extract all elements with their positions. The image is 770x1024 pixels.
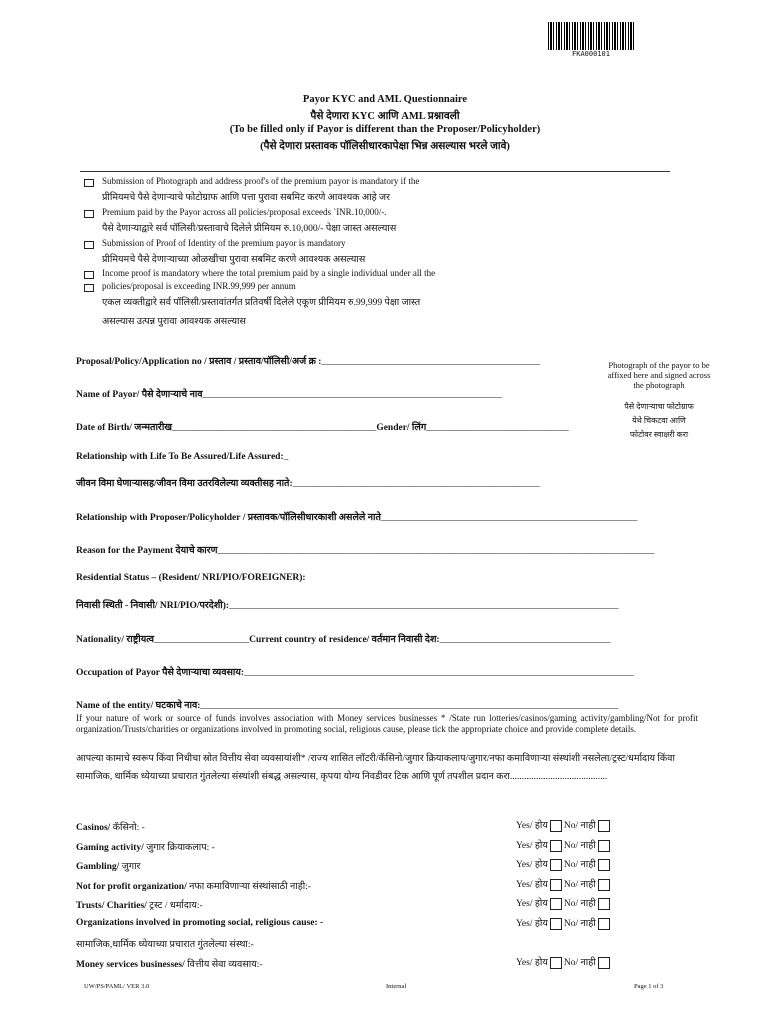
barcode [548,22,634,50]
question-social-religious: Organizations involved in promoting social, religious cause: - [76,918,324,928]
no-checkbox[interactable] [598,840,610,852]
question-not-for-profit: Not for profit organization/ नफा कमाविणाऱ्या संस्थांसाठी नाही:- [76,882,312,892]
no-checkbox[interactable] [598,879,610,891]
yes-checkbox[interactable] [550,820,562,832]
checklist-item-marathi: प्रीमियमचे पैसे देणाऱ्याच्या ओळखीचा पुरावा सबमिट करणे आवश्यक असल्यास [102,255,366,265]
no-checkbox[interactable] [598,957,610,969]
dob-field[interactable]: Date of Birth/ जन्मतारीख___________________________________________Gender/ लिंग______________________________ [76,423,569,433]
question-gambling: Gambling/ जुगार [76,862,141,872]
photo-instruction-marathi: पैसे देणाऱ्याचा फोटोग्राफ [624,402,694,411]
answer-social-religious: Yes/ होय No/ नाही [516,916,612,930]
checkbox[interactable] [84,284,94,292]
question-money-services: Money services businesses/ वित्तीय सेवा व्यवसाय:- [76,960,263,970]
answer-money-services: Yes/ होय No/ नाही [516,955,612,969]
country-field: Current country of residence/ वर्तमान निवासी देश: [249,635,440,645]
checkbox[interactable] [84,210,94,218]
relationship-la-field-marathi[interactable]: जीवन विमा घेणाऱ्यासह/जीवन विमा उतरविलेल्या व्यक्तीसह नाते:____________________________________________________ [76,479,540,489]
checklist-item-marathi: पैसे देणाऱ्याद्वारे सर्व पॉलिसी/प्रस्तावाचे दिलेले प्रीमियम रु.10,000/- पेक्षा जास्त असल्यास [102,224,397,234]
entity-name-field[interactable]: Name of the entity/ घटकाचे नाव:________________________________________________________________________________________ [76,701,619,711]
proposal-number-field[interactable]: Proposal/Policy/Application no / प्रस्ताव / प्रस्ताव/पॉलिसी/अर्ज क्र :______________________________________________ [76,357,540,367]
payment-reason-field[interactable]: Reason for the Payment देयाचे कारण____________________________________________________________________________________________ [76,546,655,556]
yes-checkbox[interactable] [550,898,562,910]
photograph-box[interactable] [604,360,714,478]
question-social-religious-marathi: सामाजिक,धार्मिक ध्येयाच्या प्रचारात गुंतलेल्या संस्था:- [76,940,254,950]
photo-instruction: Photograph of the payor to be affixed here and signed across the photograph [607,360,711,390]
question-gaming: Gaming activity/ जुगार क्रियाकलाप: - [76,843,215,853]
yes-checkbox[interactable] [550,859,562,871]
footer-classification: Internal [386,983,407,990]
no-checkbox[interactable] [598,898,610,910]
form-title: Payor KYC and AML Questionnaire [302,94,468,105]
checkbox[interactable] [84,241,94,249]
residential-status-label: Residential Status – (Resident/ NRI/PIO/FOREIGNER): [76,573,306,583]
form-title-marathi: पैसे देणारा KYC आणि AML प्रश्नावली [310,111,460,122]
form-subtitle-marathi: (पैसे देणारा प्रस्तावक पॉलिसीधारकापेक्षा भिन्न असल्यास भरले जावे) [260,141,510,152]
no-checkbox[interactable] [598,859,610,871]
answer-casinos: Yes/ होय No/ नाही [516,818,612,832]
relationship-la-field[interactable]: Relationship with Life To Be Assured/Life Assured:_ [76,452,289,462]
gender-field: Gender/ लिंग [376,423,427,433]
photo-instruction-marathi: येथे चिकटवा आणि [632,416,686,425]
yes-checkbox[interactable] [550,879,562,891]
question-casinos: Casinos/ कॅसिनो: - [76,823,145,833]
answer-gambling: Yes/ होय No/ नाही [516,857,612,871]
no-checkbox[interactable] [598,918,610,930]
question-trusts: Trusts/ Charities/ ट्रस्ट / धर्मादाय:- [76,901,203,911]
yes-checkbox[interactable] [550,840,562,852]
form-subtitle: (To be filled only if Payor is different than the Proposer/Policyholder) [229,124,541,135]
no-checkbox[interactable] [598,820,610,832]
payor-name-field[interactable]: Name of Payor/ पैसे देणाऱ्याचे नाव_______________________________________________________________ [76,390,502,400]
footer-page-number: Page 1 of 3 [634,983,664,990]
answer-trusts: Yes/ होय No/ नाही [516,896,612,910]
answer-not-for-profit: Yes/ होय No/ नाही [516,877,612,891]
checklist-item-marathi: एकल व्यक्तीद्वारे सर्व पॉलिसी/प्रस्तावांतर्गत प्रतिवर्षी दिलेले एकूण प्रीमियम रु.99,999 पेक्षा जास्त [102,298,421,308]
checkbox[interactable] [84,179,94,187]
answer-gaming: Yes/ होय No/ नाही [516,838,612,852]
instructions-paragraph: If your nature of work or source of funds involves association with Money services businesses * /State run lotteries/casinos/gaming activity/gambling/Not for profit organization/Trusts/charities or organizations involved in promoting social, religious cause, please tick the appropriate choice and provide complete details. [76,713,698,734]
yes-checkbox[interactable] [550,957,562,969]
occupation-field[interactable]: Occupation of Payor पैसे देणाऱ्याचा व्यवसाय:__________________________________________________________________________________ [76,668,634,678]
checklist-item-marathi: प्रीमियमचे पैसे देणाऱ्याचे फोटोग्राफ आणि पत्ता पुरावा सबमिट करणे आवश्यक आहे जर [102,193,390,203]
photo-instruction-marathi: फोटोवर स्वाक्षरी करा [629,430,689,439]
checkbox[interactable] [84,271,94,279]
instructions-paragraph-marathi: आपल्या कामाचे स्वरूप किंवा निधीचा स्रोत वित्तीय सेवा व्यवसायांशी* /राज्य शासित लॉटरी/कॅसिनो/जुगार क्रियाकलाप/जुगार/नफा कमाविणाऱ्या संस्थांशी नसलेला/ट्रस्ट/धर्मादाय किंवा सामाजिक, धार्मिक ध्येयाच्या प्रचारात गुंतलेल्या संस्थांशी संबद्ध असल्यास, कृपया योग्य निवडीवर टिक आणि पूर्ण तपशील प्रदान करा......................................... [76,754,675,782]
nationality-field[interactable]: Nationality/ राष्ट्रीयत्व____________________Current country of residence/ वर्तमान निवासी देश:____________________________________ [76,635,611,645]
header-divider [80,171,670,172]
residential-status-field[interactable]: निवासी स्थिती - निवासी/ NRI/PIO/परदेशी):__________________________________________________________________________________ [76,601,619,611]
yes-checkbox[interactable] [550,918,562,930]
barcode-number: FKA000101 [572,50,610,58]
footer-version: UW/PS/PAML/ VER 3.0 [84,983,150,990]
relationship-policyholder-field[interactable]: Relationship with Proposer/Policyholder / प्रस्तावक/पॉलिसीधारकाशी असलेले नाते______________________________________________________ [76,513,638,523]
checklist-item-marathi: असल्यास उत्पन्न पुरावा आवश्यक असल्यास [102,317,246,327]
